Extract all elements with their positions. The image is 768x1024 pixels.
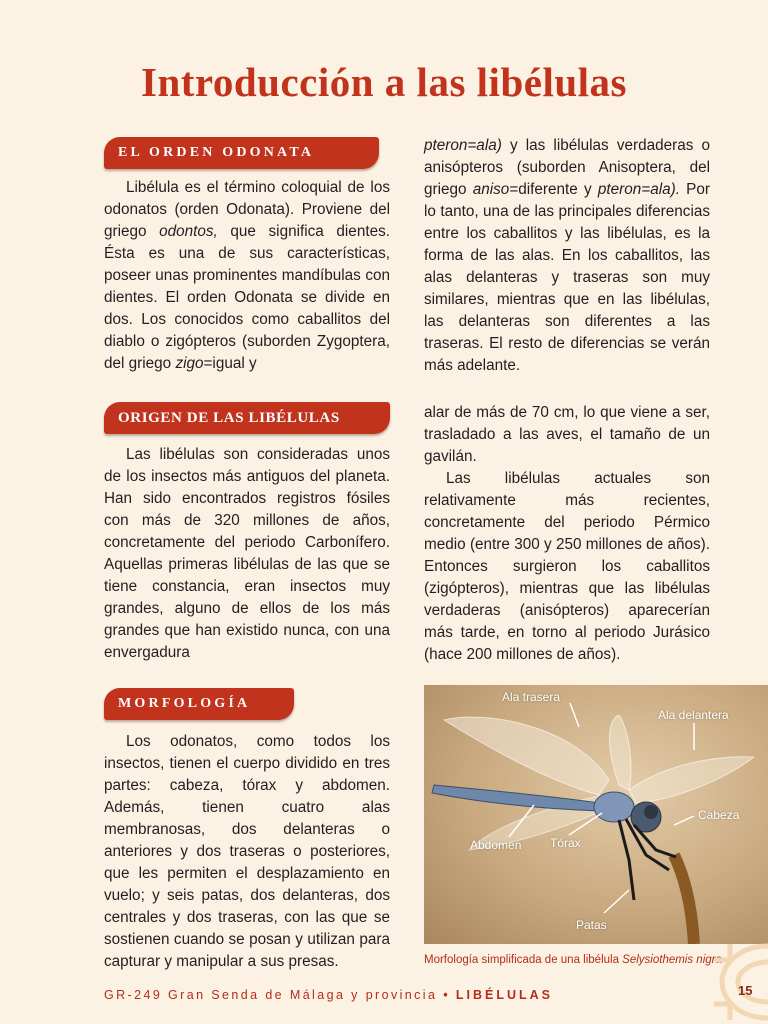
dragonfly-photo: [424, 685, 768, 944]
hind-wing-right: [610, 715, 631, 790]
label-cabeza: Cabeza: [698, 808, 740, 822]
hind-wing-left: [444, 717, 609, 795]
label-abdomen: Abdomen: [470, 838, 522, 852]
decorative-ornament-icon: [710, 940, 768, 1024]
pointer-ala-trasera: [570, 703, 579, 727]
text-run: =diferente y: [509, 181, 598, 198]
origen-paragraph-2: Las libélulas actuales son relativamente más recientes, concretamente del periodo Pérmico medio (entre 300 y 250 millones de años). Entonces surgieron los caballitos (zigópteros), mientras que las libélulas verdaderas (anisópteros) aparecerían más tarde, en torno al periodo Jurásico (hace 200 millones de años).: [424, 470, 710, 663]
orden-text-right: [424, 135, 710, 377]
text-run: Por lo tanto, una de las principales diferencias entre los caballitos y las libélulas, es la forma de las alas. En los caballitos, las alas delanteras y traseras son muy similares, mientras que en las libélulas, las delanteras son diferentes a las traseras. El resto de diferencias se verán más adelante.: [424, 181, 710, 374]
caption-text: Morfología simplificada de una libélula: [424, 954, 623, 966]
text-run-italic: pteron=ala).: [597, 181, 680, 198]
origen-paragraph-continued: alar de más de 70 cm, lo que viene a ser, trasladado a las aves, el tamaño de un gavilán.: [424, 404, 710, 465]
text-run: =igual y: [203, 355, 257, 372]
abdomen-shape: [432, 785, 600, 811]
label-torax: Tórax: [550, 836, 581, 850]
label-ala-delantera: Ala delantera: [658, 708, 729, 722]
orden-paragraph: [104, 177, 390, 375]
label-ala-trasera: Ala trasera: [502, 690, 561, 704]
footer-bullet: •: [443, 988, 450, 1002]
pointer-patas: [604, 890, 629, 913]
origen-paragraph: Las libélulas son consideradas unos de los insectos más antiguos del planeta. Han sido encontrados registros fósiles con más de 320 millones de años, concretamente del periodo Carbonífero. Aquellas primeras libélulas de las que se tiene constancia, eran insectos muy grandes, alguno de ellos de los más grandes que han existido nunca, con una envergadura: [104, 446, 390, 661]
text-run-italic: zigo: [175, 355, 204, 372]
thorax-shape: [594, 792, 634, 822]
plant-stem: [674, 855, 694, 944]
section-heading-origen: ORIGEN DE LAS LIBÉLULAS: [104, 402, 390, 434]
text-run: que significa dientes. Ésta es una de sus características, poseer unas prominentes mandíbulas con dientes. El orden Odonata se divide en dos. Los conocidos como caballitos del diablo o zigópteros (suborden Zygoptera, del griego: [104, 223, 390, 372]
footer: [104, 988, 553, 1002]
page-number: 15: [738, 983, 753, 998]
text-run-italic: odontos,: [159, 223, 218, 240]
front-wing: [629, 757, 754, 803]
orden-text-left: [104, 177, 390, 375]
text-run: Libélula es el término coloquial de los odonatos (orden Odonata). Proviene del griego: [104, 179, 390, 240]
morfologia-paragraph: Los odonatos, como todos los insectos, tienen el cuerpo dividido en tres partes: cabeza, tórax y abdomen. Además, tienen cuatro alas membranosas, dos delanteras o anteriores y dos traseras o posteriores, que les permiten el desplazamiento en vuelo; y seis patas, dos delanteras, dos centrales y dos traseras, con las que se sostienen cuando se posan y utilizan para capturar y manipular a sus presas.: [104, 733, 390, 970]
pointer-cabeza: [674, 816, 694, 825]
footer-route: GR-249 Gran Senda de Málaga y provincia: [104, 988, 438, 1002]
orden-paragraph-continued: [424, 135, 710, 377]
text-run-italic: aniso: [472, 181, 510, 198]
footer-section: LIBÉLULAS: [455, 988, 553, 1002]
origen-text-left: [104, 444, 390, 664]
section-heading-orden: EL ORDEN ODONATA: [104, 137, 379, 169]
eye-shape: [644, 805, 658, 819]
text-run-italic: pteron=ala): [424, 137, 502, 154]
section-heading-morfologia: MORFOLOGÍA: [104, 688, 294, 720]
morfologia-text: [104, 731, 390, 973]
origen-text-right: [424, 402, 710, 666]
text-run: y las libélulas verdaderas o anisópteros (suborden Anisoptera, del griego: [424, 137, 710, 198]
label-patas: Patas: [576, 918, 607, 932]
caption-species: Selysiothemis nigra: [622, 954, 722, 966]
page-title: Introducción a las libélulas: [141, 59, 627, 105]
